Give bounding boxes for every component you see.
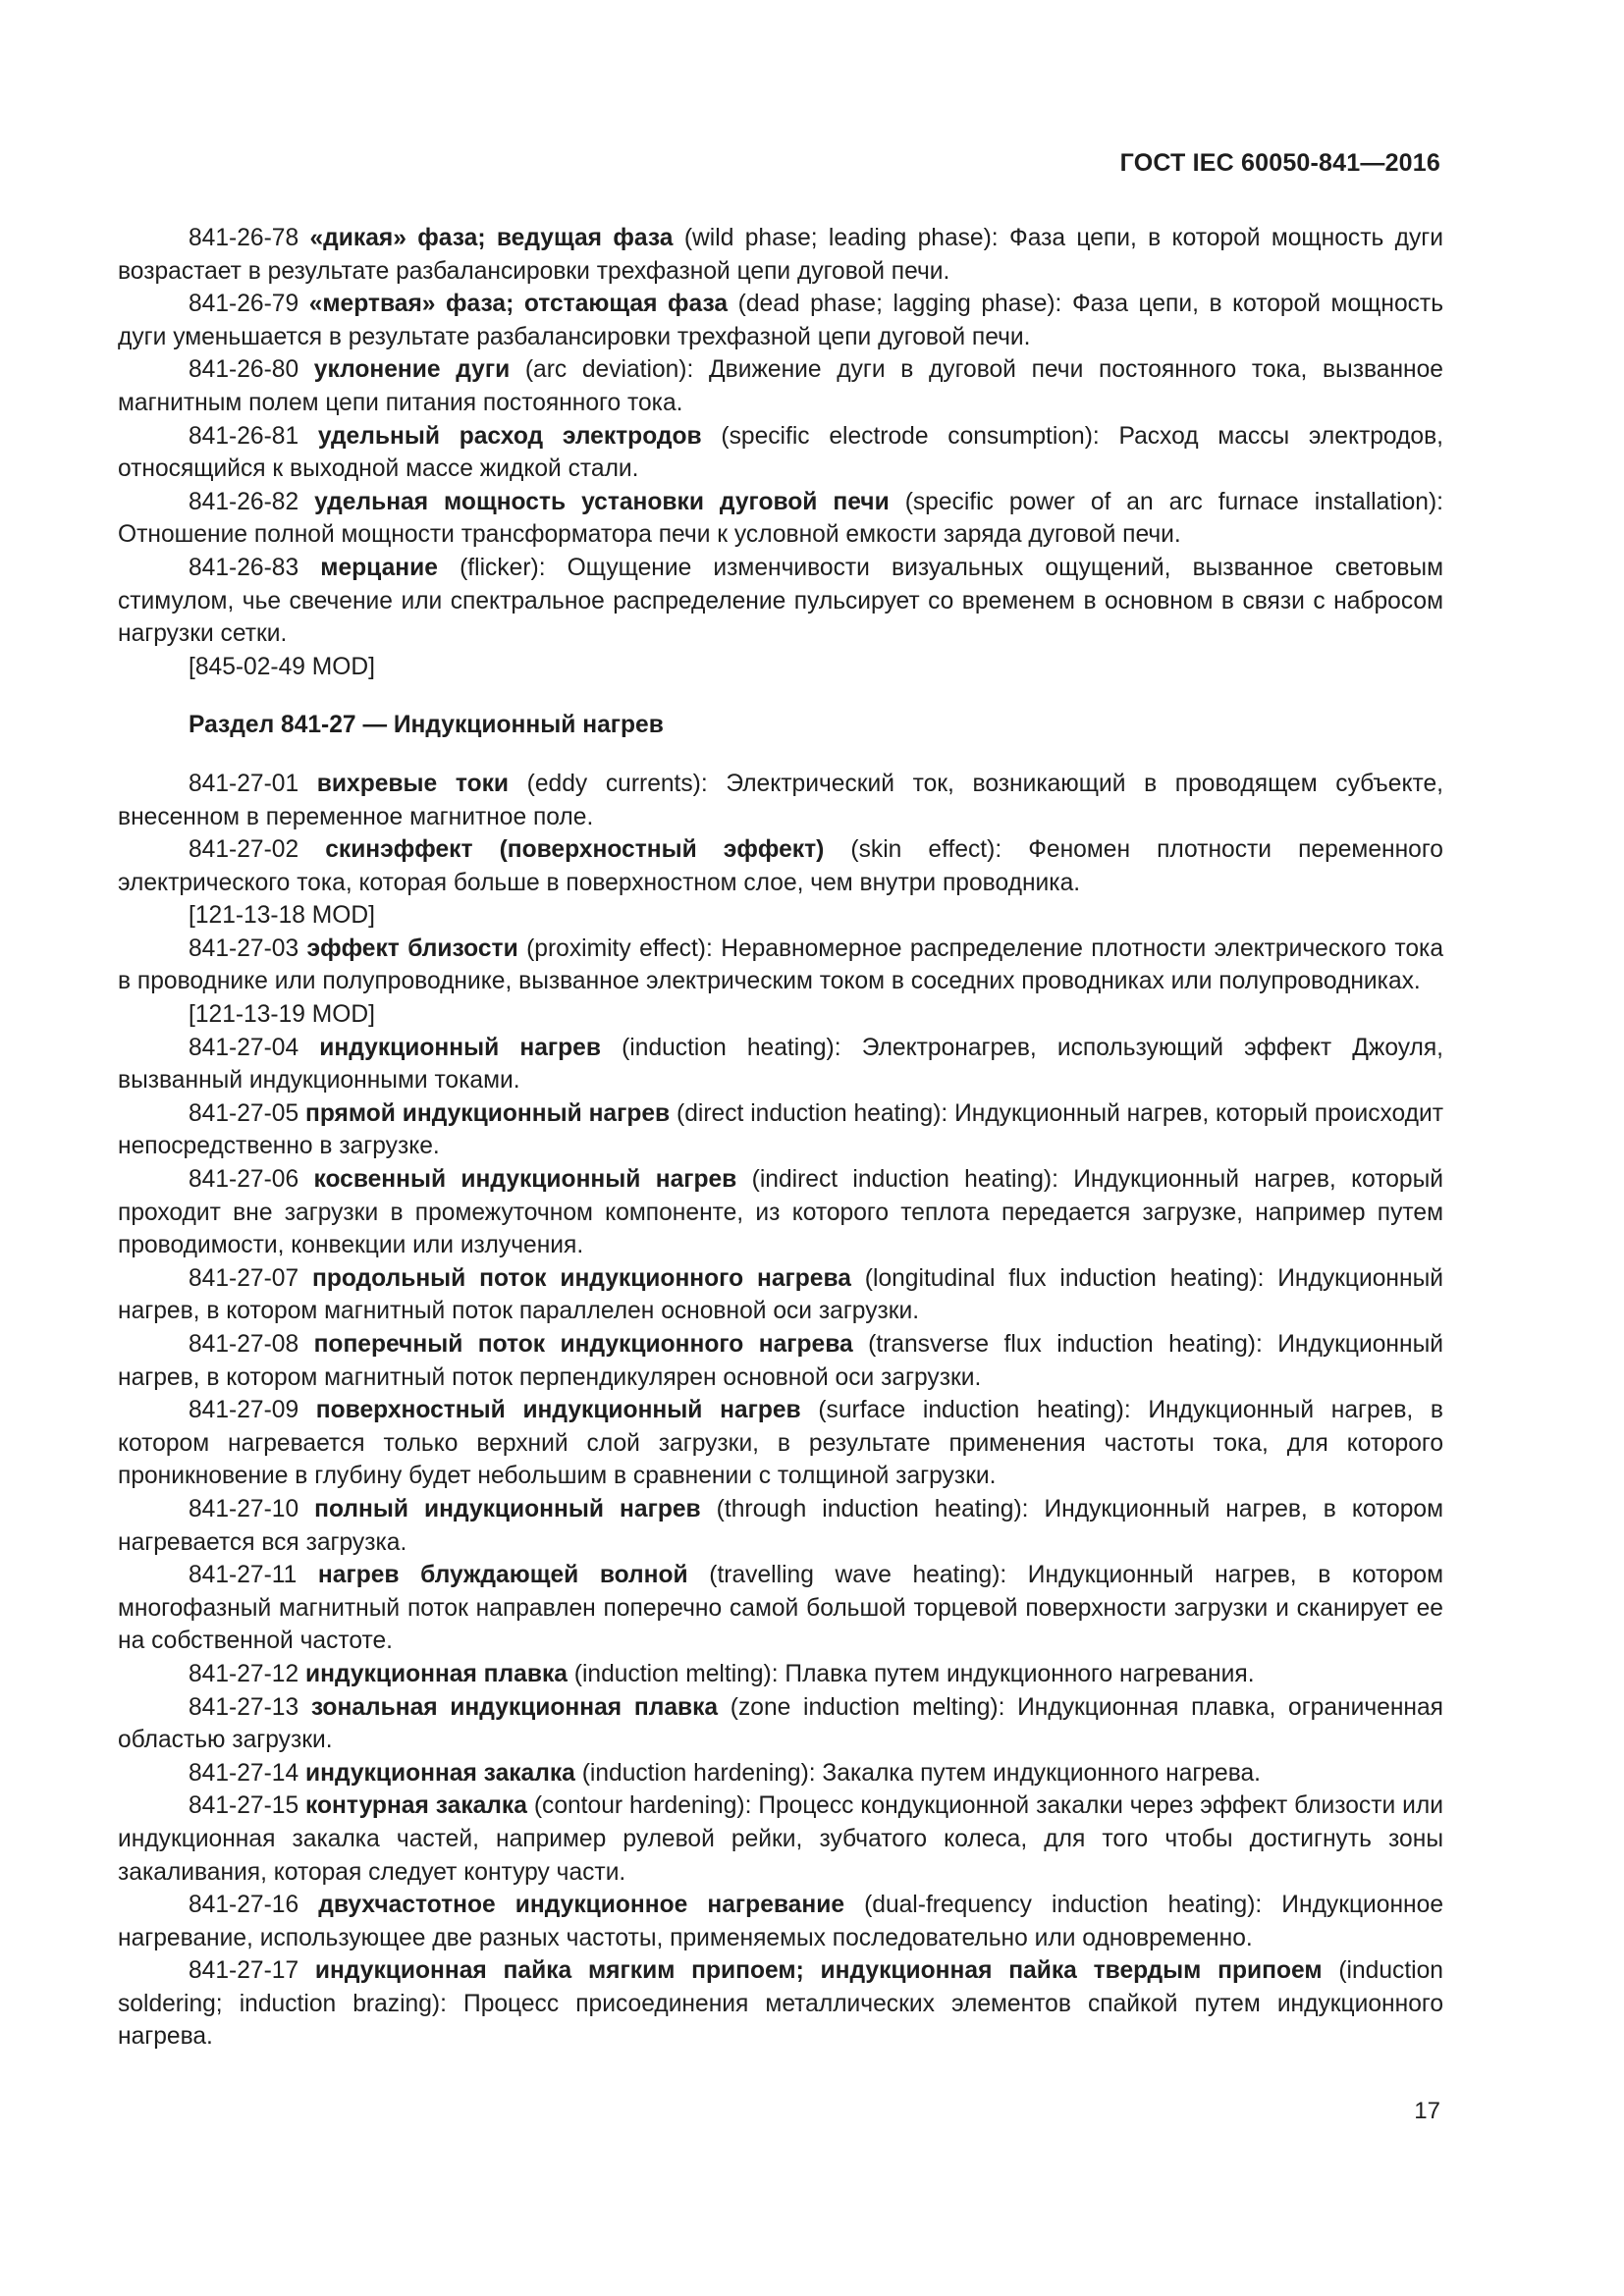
term-entry bbox=[118, 1559, 1443, 1658]
term-number: 841-27-17 bbox=[189, 1957, 299, 1985]
term-definition: (specific electrode consumption): Расход массы электродов, относящийся к выходной массе жидкой стали. bbox=[118, 422, 1443, 483]
term-definition: (direct induction heating): Индукционный нагрев, который происходит непосредственно в загрузке. bbox=[118, 1099, 1443, 1160]
term-number: 841-27-16 bbox=[189, 1892, 299, 1919]
term-entry bbox=[118, 1889, 1443, 1954]
term-definition: (arc deviation): Движение дуги в дуговой печи постоянного тока, вызванное магнитным полем цепи питания постоянного тока. bbox=[118, 356, 1443, 416]
term-entry bbox=[118, 1658, 1443, 1691]
term-number: 841-27-14 bbox=[189, 1759, 299, 1787]
term-name: мерцание bbox=[320, 554, 438, 581]
section-title: Раздел 841-27 — Индукционный нагрев bbox=[189, 712, 664, 739]
term-number: 841-26-81 bbox=[189, 422, 299, 450]
term-name: поверхностный индукционный нагрев bbox=[315, 1397, 801, 1424]
term-name: нагрев блуждающей волной bbox=[317, 1562, 688, 1589]
term-name: поперечный поток индукционного нагрева bbox=[313, 1331, 853, 1358]
term-definition: (dead phase; lagging phase): Фаза цепи, в которой мощность дуги уменьшается в результате разбалансировки трехфазной цепи дуговой печи. bbox=[118, 291, 1444, 350]
entries-group-c bbox=[118, 933, 1443, 998]
term-name: удельная мощность установки дуговой печи bbox=[314, 488, 890, 515]
term-number: 841-27-05 bbox=[189, 1099, 299, 1127]
term-number: 841-26-82 bbox=[189, 488, 299, 515]
term-entry bbox=[118, 288, 1443, 353]
term-number: 841-27-13 bbox=[189, 1693, 299, 1721]
term-definition: (dual-frequency induction heating): Индукционное нагревание, использующее две разных частоты, применяемых последовательно или одновременно. bbox=[118, 1892, 1443, 1951]
term-entry bbox=[118, 1691, 1443, 1757]
entries-group-a bbox=[118, 222, 1443, 651]
term-name: уклонение дуги bbox=[313, 356, 511, 384]
term-definition: (travelling wave heating): Индукционный нагрев, в котором многофазный магнитный поток направлен поперечно самой большой торцевой поверхности загрузки и сканирует ее на собственной частоте. bbox=[118, 1562, 1443, 1655]
term-entry bbox=[118, 768, 1443, 833]
term-name: индукционная плавка bbox=[304, 1660, 568, 1687]
term-number: 841-27-06 bbox=[189, 1166, 299, 1194]
term-entry bbox=[118, 1328, 1443, 1394]
term-number: 841-27-11 bbox=[189, 1562, 298, 1589]
term-definition: (contour hardening): Процесс кондукционной закалки через эффект близости или индукционная закалка частей, например рулевой рейки, зубчатого колеса, для того чтобы достигнуть зоны закаливания, которая следует контуру части. bbox=[118, 1792, 1443, 1886]
term-number: 841-26-83 bbox=[189, 554, 299, 581]
entries-group-d bbox=[118, 1032, 1443, 2054]
page-number: 17 bbox=[1414, 2098, 1440, 2124]
source-reference: [121-13-18 MOD] bbox=[189, 902, 376, 930]
term-name: полный индукционный нагрев bbox=[314, 1495, 701, 1522]
term-number: 841-27-08 bbox=[189, 1331, 299, 1358]
term-definition: (induction melting): Плавка путем индукционного нагревания. bbox=[573, 1660, 1255, 1687]
term-entry bbox=[118, 1493, 1443, 1559]
term-entry bbox=[118, 552, 1443, 651]
term-definition: (zone induction melting): Индукционная плавка, ограниченная областью загрузки. bbox=[118, 1693, 1443, 1754]
term-number: 841-27-09 bbox=[189, 1397, 299, 1424]
term-entry bbox=[118, 1394, 1443, 1493]
term-entry bbox=[118, 1262, 1443, 1328]
term-definition: (specific power of an arc furnace installation): Отношение полной мощности трансформатора печи к условной емкости заряда дуговой печи. bbox=[118, 488, 1443, 549]
term-name: «мертвая» фаза; отстающая фаза bbox=[308, 291, 729, 318]
source-reference: [121-13-19 MOD] bbox=[189, 1001, 376, 1029]
term-entry bbox=[118, 1163, 1443, 1262]
term-entry bbox=[118, 933, 1443, 998]
term-entry bbox=[118, 1097, 1443, 1163]
term-number: 841-27-02 bbox=[189, 836, 299, 864]
term-name: индукционная закалка bbox=[304, 1759, 575, 1787]
term-entry bbox=[118, 486, 1443, 552]
term-number: 841-27-01 bbox=[189, 770, 299, 797]
term-entry bbox=[118, 1757, 1443, 1790]
term-definition: (induction heating): Электронагрев, использующий эффект Джоуля, вызванный индукционными токами. bbox=[118, 1034, 1443, 1095]
term-definition: (longitudinal flux induction heating): Индукционный нагрев, в котором магнитный поток параллелен основной оси загрузки. bbox=[118, 1264, 1443, 1325]
term-number: 841-27-03 bbox=[189, 934, 299, 962]
term-definition: (induction hardening): Закалка путем индукционного нагрева. bbox=[581, 1759, 1262, 1787]
term-number: 841-26-79 bbox=[189, 291, 299, 318]
term-name: двухчастотное индукционное нагревание bbox=[318, 1892, 844, 1919]
term-definition: (indirect induction heating): Индукционный нагрев, который проходит вне загрузки в промежуточном компоненте, из которого теплота передается загрузке, например путем проводимости, конвекции или излучения. bbox=[118, 1166, 1443, 1259]
term-entry bbox=[118, 420, 1443, 486]
term-number: 841-27-04 bbox=[189, 1034, 299, 1061]
term-name: «дикая» фаза; ведущая фаза bbox=[309, 225, 674, 251]
term-definition: (skin effect): Феномен плотности переменного электрического тока, которая больше в поверхностном слое, чем внутри проводника. bbox=[118, 836, 1443, 896]
term-name: прямой индукционный нагрев bbox=[304, 1099, 671, 1127]
document-header: ГОСТ IEC 60050-841—2016 bbox=[1119, 149, 1440, 177]
term-name: индукционный нагрев bbox=[319, 1034, 601, 1061]
source-reference: [845-02-49 MOD] bbox=[189, 653, 376, 680]
term-definition: (wild phase; leading phase): Фаза цепи, в которой мощность дуги возрастает в результате разбалансировки трехфазной цепи дуговой печи. bbox=[118, 225, 1443, 285]
term-entry bbox=[118, 1032, 1443, 1097]
term-entry bbox=[118, 1789, 1443, 1889]
term-name: удельный расход электродов bbox=[317, 422, 702, 450]
term-entry bbox=[118, 222, 1443, 288]
term-number: 841-26-80 bbox=[189, 356, 299, 384]
term-entry bbox=[118, 833, 1443, 899]
term-definition: (surface induction heating): Индукционный нагрев, в котором нагревается только верхний слой загрузки, в результате применения частоты тока, для которого проникновение в глубину будет небольшим в сравнении с толщиной загрузки. bbox=[118, 1397, 1443, 1490]
entries-group-b bbox=[118, 768, 1443, 899]
term-entry bbox=[118, 353, 1443, 419]
term-definition: (flicker): Ощущение изменчивости визуальных ощущений, вызванное световым стимулом, чье свечение или спектральное распределение пульсирует со временем в основном в связи с набросом нагрузки сетки. bbox=[118, 554, 1443, 648]
term-name: скинэффект (поверхностный эффект) bbox=[325, 836, 825, 864]
term-definition: (proximity effect): Неравномерное распределение плотности электрического тока в проводнике или полупроводнике, вызванное электрическим током в соседних проводниках или полупроводниках. bbox=[118, 934, 1443, 995]
term-number: 841-26-78 bbox=[189, 225, 299, 251]
term-definition: (induction soldering; induction brazing): Процесс присоединения металлических элементов спайкой путем индукционного нагрева. bbox=[118, 1957, 1443, 2051]
term-name: эффект близости bbox=[306, 934, 518, 962]
term-name: вихревые токи bbox=[316, 770, 510, 797]
term-definition: (through induction heating): Индукционный нагрев, в котором нагревается вся загрузка. bbox=[118, 1495, 1443, 1556]
term-definition: (eddy currents): Электрический ток, возникающий в проводящем субъекте, внесенном в переменное магнитное поле. bbox=[118, 770, 1443, 830]
term-number: 841-27-10 bbox=[189, 1495, 299, 1522]
term-entry bbox=[118, 1954, 1443, 2054]
term-name: косвенный индукционный нагрев bbox=[313, 1166, 737, 1194]
term-name: контурная закалка bbox=[305, 1792, 527, 1820]
term-number: 841-27-12 bbox=[189, 1660, 299, 1687]
term-name: продольный поток индукционного нагрева bbox=[311, 1264, 851, 1292]
term-name: зональная индукционная плавка bbox=[310, 1693, 719, 1721]
term-definition: (transverse flux induction heating): Индукционный нагрев, в котором магнитный поток перпендикулярен основной оси загрузки. bbox=[118, 1331, 1443, 1391]
document-body bbox=[118, 222, 1443, 2054]
term-number: 841-27-15 bbox=[189, 1792, 299, 1820]
term-number: 841-27-07 bbox=[189, 1264, 299, 1292]
term-name: индукционная пайка мягким припоем; индукционная пайка твердым припоем bbox=[314, 1957, 1323, 1985]
